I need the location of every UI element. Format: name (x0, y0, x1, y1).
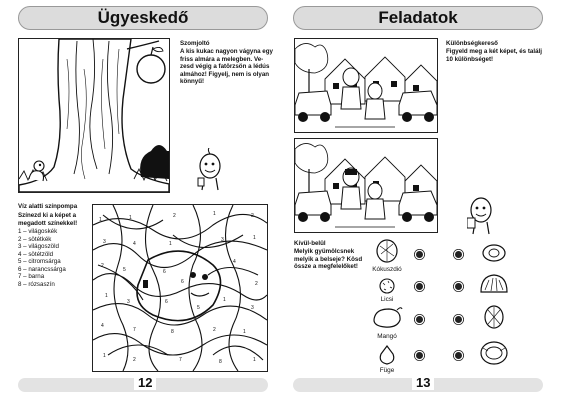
svg-text:3: 3 (221, 237, 224, 243)
coconut-icon (375, 238, 399, 264)
diff-line-2: 10 különbséget! (446, 55, 494, 63)
svg-text:4: 4 (233, 259, 236, 265)
svg-text:8: 8 (171, 329, 174, 335)
legend-item: 8 – rózsaszín (18, 280, 55, 288)
match-dot-left[interactable] (416, 283, 423, 290)
puzzle2-heading: Víz alatti színpompa (18, 203, 78, 210)
left-page-number: 12 (134, 375, 156, 390)
puzzle2-intro-2: megadott színekkel! (18, 219, 78, 227)
svg-text:1: 1 (253, 357, 256, 363)
match-dot-right[interactable] (455, 251, 462, 258)
mango-icon (371, 306, 403, 330)
left-page-title: Ügyeskedő (97, 8, 189, 27)
svg-text:2: 2 (173, 213, 176, 219)
svg-text:1: 1 (253, 235, 256, 241)
legend-item: 2 – sötétkék (18, 235, 52, 243)
fruit-label-fig: Füge (379, 367, 395, 374)
right-page-title: Feladatok (378, 8, 458, 27)
legend-item: 3 – világoszöld (18, 243, 59, 250)
match-dot-right[interactable] (455, 316, 462, 323)
left-page (0, 0, 280, 400)
legend-item: 5 – citromsárga (18, 258, 61, 265)
left-title-bar (18, 6, 268, 30)
puzzle1-line-5: könnyű! (180, 78, 205, 85)
match-line-1: Melyik gyümölcsnek (294, 248, 355, 255)
svg-text:1: 1 (105, 293, 108, 299)
diff-heading: Különbségkereső (446, 40, 498, 47)
color-by-number-picture (92, 204, 268, 372)
fig-icon (377, 344, 397, 366)
match-dot-left[interactable] (416, 316, 423, 323)
difference-picture-top (294, 38, 438, 133)
svg-text:2: 2 (101, 263, 104, 269)
svg-text:3: 3 (251, 305, 254, 311)
tree-maze-illustration (18, 38, 170, 193)
lychee-inside-icon (481, 242, 507, 264)
fruit-label-lychee: Licsi (380, 296, 394, 303)
svg-text:7: 7 (179, 357, 182, 363)
svg-text:7: 7 (133, 327, 136, 333)
legend-item: 6 – narancssárga (18, 265, 66, 273)
fig-inside-icon (479, 272, 509, 296)
match-dot-right[interactable] (455, 283, 462, 290)
legend-item: 4 – sötétzöld (18, 250, 54, 258)
svg-text:6: 6 (163, 269, 166, 275)
puzzle1-line-3: zesd végig a fatörzsön a lédús (180, 63, 270, 70)
svg-text:1: 1 (223, 297, 226, 303)
svg-text:5: 5 (197, 305, 200, 311)
svg-text:4: 4 (101, 323, 104, 329)
svg-text:1: 1 (103, 353, 106, 359)
svg-text:2: 2 (133, 357, 136, 363)
puzzle1-line-4: almához! Figyelj, nem is olyan (180, 70, 270, 78)
match-dot-right[interactable] (455, 352, 462, 359)
svg-text:3: 3 (103, 239, 106, 245)
svg-text:8: 8 (219, 359, 222, 365)
svg-text:2: 2 (251, 213, 254, 219)
fruit-label-coconut: Kókuszdió (372, 266, 402, 273)
svg-text:2: 2 (255, 281, 258, 287)
svg-text:1: 1 (213, 211, 216, 217)
coconut-inside-icon (479, 340, 509, 366)
puzzle1-heading: Szomjoltó (180, 40, 210, 47)
lychee-icon (379, 276, 395, 294)
puzzle2-intro-1: Színezd ki a képet a (18, 212, 77, 219)
fruit-label-mango: Mangó (377, 333, 397, 340)
right-page-number: 13 (412, 375, 434, 390)
legend-item: 7 – barna (18, 273, 45, 280)
svg-text:1: 1 (243, 329, 246, 335)
svg-text:6: 6 (181, 279, 184, 285)
svg-text:1: 1 (169, 241, 172, 247)
mascot-drop-icon (467, 192, 495, 236)
svg-text:1: 1 (99, 217, 102, 223)
right-page (281, 0, 561, 400)
match-line-3: össze a megfelelőket! (294, 263, 358, 270)
svg-text:6: 6 (165, 299, 168, 305)
svg-text:1: 1 (129, 215, 132, 221)
svg-text:4: 4 (133, 241, 136, 247)
diff-line-1: Figyeld meg a két képet, és találj (446, 48, 542, 55)
match-dot-left[interactable] (416, 352, 423, 359)
right-title-bar (293, 6, 543, 30)
puzzle1-line-1: A kis kukac nagyon vágyna egy (180, 48, 273, 55)
match-dot-left[interactable] (416, 251, 423, 258)
legend-item: 1 – világoskék (18, 228, 58, 235)
mango-inside-icon (483, 304, 505, 330)
svg-text:2: 2 (213, 327, 216, 333)
puzzle1-line-2: friss almára a melegben. Ve- (180, 55, 264, 63)
difference-picture-bottom (294, 138, 438, 233)
svg-text:3: 3 (127, 299, 130, 305)
svg-text:5: 5 (123, 267, 126, 273)
match-line-2: melyik a belseje? Kösd (294, 255, 363, 263)
mascot-drop-icon (196, 148, 224, 192)
match-heading: Kívül-belül (294, 240, 326, 247)
